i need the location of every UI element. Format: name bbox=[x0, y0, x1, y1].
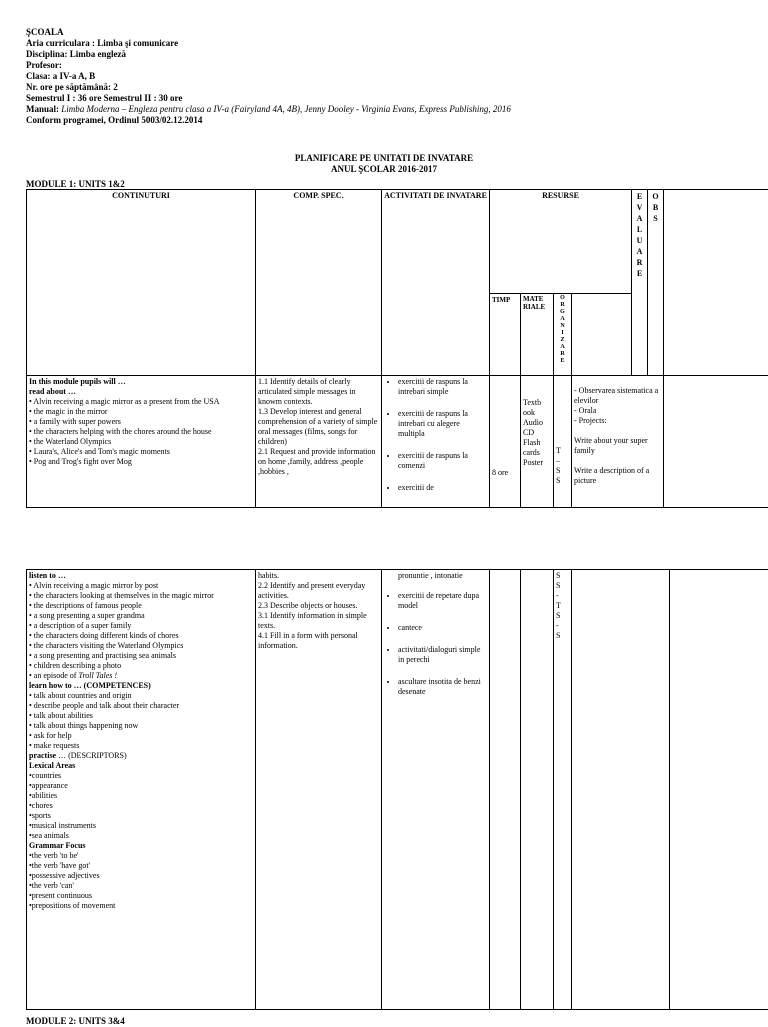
organizare-item: S bbox=[556, 466, 569, 476]
list-item: •abilities bbox=[29, 791, 253, 801]
manual-label: Manual: bbox=[26, 104, 59, 114]
list-item: •chores bbox=[29, 801, 253, 811]
materiale-cell-page-1 bbox=[521, 376, 554, 508]
activity-item: • exercitii de repetare dupa model bbox=[398, 591, 487, 611]
activity-item: • ascultare insotita de benzi desenate bbox=[398, 677, 487, 697]
competence-item: 2.1 Request and provide information on home ,family, address ,people ,hobbies , bbox=[258, 447, 379, 477]
continuturi-intro: In this module pupils will … bbox=[29, 377, 253, 387]
timp-cell-page-2 bbox=[490, 570, 521, 1010]
continuturi-cell-page-2 bbox=[27, 570, 256, 1010]
organizare-item: S bbox=[556, 581, 569, 591]
header-resurse-extra bbox=[572, 294, 632, 376]
material-item: ook bbox=[523, 408, 551, 418]
list-item: • ask for help bbox=[29, 731, 253, 741]
evaluare-cell-page-2 bbox=[572, 570, 670, 1010]
grammar-focus-label: Grammar Focus bbox=[29, 841, 253, 851]
list-item: • a family with super powers bbox=[29, 417, 253, 427]
list-item: • talk about countries and origin bbox=[29, 691, 253, 701]
list-item: •the verb 'can' bbox=[29, 881, 253, 891]
competence-item: 3.1 Identify information in simple texts. bbox=[258, 611, 379, 631]
descriptors-label: … (DESCRIPTORS) bbox=[56, 751, 127, 760]
list-item: • Pog and Trog's fight over Mog bbox=[29, 457, 253, 467]
list-item: • talk about abilities bbox=[29, 711, 253, 721]
header-evaluare bbox=[632, 190, 648, 376]
organizare-item: - bbox=[556, 621, 569, 631]
lexical-areas-label: Lexical Areas bbox=[29, 761, 253, 771]
competence-item: 2.3 Describe objects or houses. bbox=[258, 601, 379, 611]
activity-item: • activitati/dialoguri simple in perechi bbox=[398, 645, 487, 665]
header-materiale: MATE RIALE bbox=[521, 294, 554, 376]
material-item: cards bbox=[523, 448, 551, 458]
curricular-area-line: Aria curriculara : Limba şi comunicare bbox=[26, 38, 746, 49]
listen-to-label: listen to … bbox=[29, 571, 253, 581]
list-item: •sports bbox=[29, 811, 253, 821]
activities-list bbox=[384, 377, 487, 493]
discipline-line: Disciplina: Limba engleză bbox=[26, 49, 746, 60]
competence-item: 4.1 Fill in a form with personal information. bbox=[258, 631, 379, 651]
evaluation-item: - Projects: bbox=[574, 416, 661, 426]
list-item: • a description of a super family bbox=[29, 621, 253, 631]
list-item: •appearance bbox=[29, 781, 253, 791]
school-line: ŞCOALA bbox=[26, 27, 746, 38]
class-line: Clasa: a IV-a A, B bbox=[26, 71, 746, 82]
list-item: • Alvin receiving a magic mirror by post bbox=[29, 581, 253, 591]
list-item: • the Waterland Olympics bbox=[29, 437, 253, 447]
extra-cell-page-2 bbox=[670, 570, 768, 1010]
extra-cell-page-1 bbox=[664, 376, 768, 508]
competence-item: 2.2 Identify and present everyday activities. bbox=[258, 581, 379, 601]
competence-item: 1.1 Identify details of clearly articulated simple messages in knowm contexts. bbox=[258, 377, 379, 407]
list-item: • children describing a photo bbox=[29, 661, 253, 671]
episode-prefix: • an episode of bbox=[29, 671, 78, 680]
semester-line: Semestrul I : 36 ore Semestrul II : 30 ore bbox=[26, 93, 746, 104]
hours-per-week-line: Nr. ore pe săptămână: 2 bbox=[26, 82, 746, 93]
list-item: • a song presenting a super grandma bbox=[29, 611, 253, 621]
program-line: Conform programei, Ordinul 5003/02.12.2014 bbox=[26, 115, 746, 126]
organizare-item: S bbox=[556, 611, 569, 621]
header-resurse: RESURSE bbox=[490, 190, 632, 294]
list-item: • talk about things happening now bbox=[29, 721, 253, 731]
list-item: • the characters doing different kinds of chores bbox=[29, 631, 253, 641]
planning-table-page-2 bbox=[26, 569, 768, 1010]
list-item: • the descriptions of famous people bbox=[29, 601, 253, 611]
header-activitati: ACTIVITATI DE INVATARE bbox=[382, 190, 490, 376]
continuturi-cell-page-1 bbox=[27, 376, 256, 508]
header-organizare bbox=[554, 294, 572, 376]
material-item: CD bbox=[523, 428, 551, 438]
list-item: •the verb 'have got' bbox=[29, 861, 253, 871]
list-item: • the characters visiting the Waterland Olympics bbox=[29, 641, 253, 651]
activity-item: • exercitii de raspuns la intrebari simple bbox=[398, 377, 487, 397]
activity-continuation: pronuntie , intonatie bbox=[384, 571, 487, 581]
practise-label: practise bbox=[29, 751, 56, 760]
read-about-label: read about … bbox=[29, 387, 253, 397]
teacher-line: Profesor: bbox=[26, 60, 746, 71]
evaluation-item: Write a description of a picture bbox=[574, 466, 661, 486]
organizare-cell-page-1 bbox=[554, 376, 572, 508]
evaluare-cell-page-1 bbox=[572, 376, 664, 508]
organizare-cell-page-2 bbox=[554, 570, 572, 1010]
obs-vertical-label: O B S bbox=[650, 191, 661, 224]
competence-item: habits. bbox=[258, 571, 379, 581]
evaluation-item: Write about your super family bbox=[574, 436, 661, 456]
document-header bbox=[26, 27, 746, 126]
header-obs bbox=[648, 190, 664, 376]
organizare-item: T bbox=[556, 601, 569, 611]
manual-text: Limba Moderna – Engleza pentru clasa a IV-a (Fairyland 4A, 4B), Jenny Dooley - Virginia Evans, Express Publishing, 2016 bbox=[61, 104, 511, 114]
material-item: Poster bbox=[523, 458, 551, 468]
activity-item: • exercitii de bbox=[398, 483, 487, 493]
module-2-label: MODULE 2: UNITS 3&4 bbox=[26, 1016, 125, 1027]
material-item: Flash bbox=[523, 438, 551, 448]
list-item: •countries bbox=[29, 771, 253, 781]
materiale-cell-page-2 bbox=[521, 570, 554, 1010]
timp-cell-page-1: 8 ore bbox=[490, 376, 521, 508]
list-item: •sea animals bbox=[29, 831, 253, 841]
manual-line bbox=[26, 104, 746, 115]
header-comp-spec: COMP. SPEC. bbox=[256, 190, 382, 376]
list-item bbox=[29, 671, 253, 681]
organizare-item: S bbox=[556, 571, 569, 581]
list-item: • a song presenting and practising sea animals bbox=[29, 651, 253, 661]
organizare-item: – bbox=[556, 456, 569, 466]
school-year-title: ANUL ŞCOLAR 2016-2017 bbox=[0, 164, 768, 175]
organizare-item: S bbox=[556, 631, 569, 641]
activity-item: • cantece bbox=[398, 623, 487, 633]
header-continuturi: CONTINUTURI bbox=[27, 190, 256, 376]
activitati-cell-page-2 bbox=[382, 570, 490, 1010]
list-item: • the characters looking at themselves in the magic mirror bbox=[29, 591, 253, 601]
comp-spec-cell-page-1 bbox=[256, 376, 382, 508]
document-title: PLANIFICARE PE UNITATI DE INVATARE bbox=[0, 153, 768, 164]
organizare-item: - bbox=[556, 591, 569, 601]
activitati-cell-page-1 bbox=[382, 376, 490, 508]
learn-how-label: learn how to … (COMPETENCES) bbox=[29, 681, 253, 691]
practise-line bbox=[29, 751, 253, 761]
evaluare-vertical-label: E V A L U A R E bbox=[634, 191, 645, 279]
list-item: • Laura's, Alice's and Tom's magic moments bbox=[29, 447, 253, 457]
list-item: •the verb 'to be' bbox=[29, 851, 253, 861]
material-item: Textb bbox=[523, 398, 551, 408]
organizare-item: S bbox=[556, 476, 569, 486]
list-item: • describe people and talk about their character bbox=[29, 701, 253, 711]
comp-spec-cell-page-2 bbox=[256, 570, 382, 1010]
list-item: •possessive adjectives bbox=[29, 871, 253, 881]
list-item: • Alvin receiving a magic mirror as a present from the USA bbox=[29, 397, 253, 407]
header-extra bbox=[664, 190, 768, 376]
activity-item: • exercitii de raspuns la comenzi bbox=[398, 451, 487, 471]
list-item: •musical instruments bbox=[29, 821, 253, 831]
list-item: • the magic in the mirror bbox=[29, 407, 253, 417]
evaluation-item: - Observarea sistematica a elevilor bbox=[574, 386, 661, 406]
activity-item: • exercitii de raspuns la intrebari cu alegere multipla bbox=[398, 409, 487, 439]
header-timp: TIMP bbox=[490, 294, 521, 376]
material-item: Audio bbox=[523, 418, 551, 428]
list-item: • the characters helping with the chores around the house bbox=[29, 427, 253, 437]
organizare-item: T bbox=[556, 446, 569, 456]
module-1-label: MODULE 1: UNITS 1&2 bbox=[26, 179, 125, 190]
list-item: •present continuous bbox=[29, 891, 253, 901]
activities-list bbox=[384, 591, 487, 697]
evaluation-item: - Orala bbox=[574, 406, 661, 416]
episode-title: Troll Tales ! bbox=[78, 671, 117, 680]
list-item: • make requests bbox=[29, 741, 253, 751]
planning-table-page-1 bbox=[26, 189, 768, 508]
organizare-vertical-label: O R G A N I Z A R E bbox=[556, 295, 569, 365]
competence-item: 1.3 Develop interest and general comprehension of a variety of simple oral messages (films, songs for children) bbox=[258, 407, 379, 447]
list-item: •prepositions of movement bbox=[29, 901, 253, 911]
